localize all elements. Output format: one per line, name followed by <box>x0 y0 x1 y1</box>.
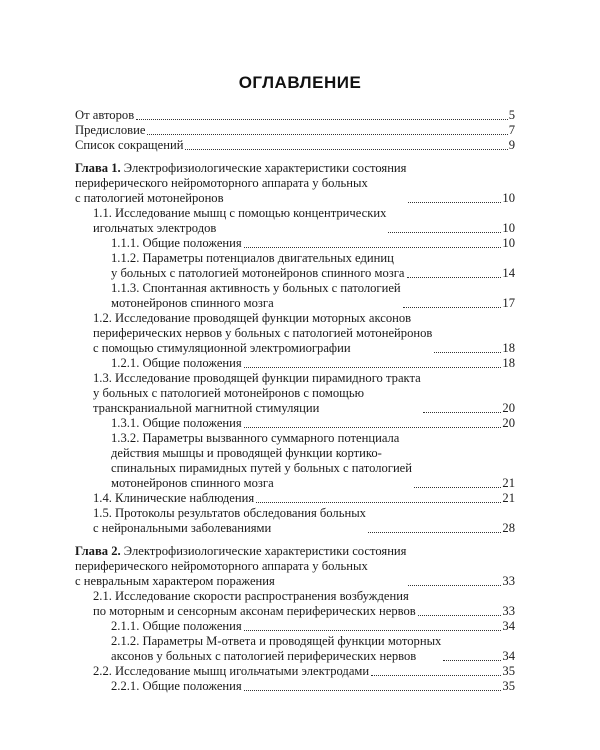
toc-entry-title <box>111 431 412 491</box>
page-number: 21 <box>502 491 515 505</box>
toc-entry-line: 2.1. Исследование скорости распространения возбуждения <box>93 589 409 603</box>
toc-entry[interactable] <box>75 544 515 589</box>
toc-entry-line: по моторным и сенсорным аксонам периферических нервов <box>93 604 416 618</box>
toc-entry-line: у больных с патологией мотонейронов спинного мозга <box>111 266 405 280</box>
toc-entry-line: действия мышцы и проводящей функции кортико- <box>111 446 382 460</box>
toc-entry-line: спинальных пирамидных путей у больных с патологией <box>111 461 413 475</box>
toc-entry-title <box>111 679 242 694</box>
toc-entry-line: с нейрональными заболеваниями <box>93 521 272 535</box>
toc-entry[interactable] <box>75 251 515 281</box>
toc-entry-title <box>93 589 416 619</box>
page-number: 17 <box>502 296 515 310</box>
chapter-label: Глава 1. <box>75 161 121 175</box>
dot-leader <box>414 487 501 488</box>
page-number: 14 <box>502 266 515 280</box>
toc-entry-line: 2.2. Исследование мышц игольчатыми электродами <box>93 664 370 678</box>
dot-leader <box>244 247 502 248</box>
page-title: ОГЛАВЛЕНИЕ <box>238 73 362 92</box>
toc-entry[interactable] <box>75 416 515 431</box>
page-number: 5 <box>508 108 515 122</box>
dot-leader <box>147 134 507 135</box>
toc-entry-title <box>75 544 406 589</box>
toc-entry[interactable] <box>75 123 515 138</box>
toc-entry-line: Электрофизиологические характеристики состояния <box>120 161 407 175</box>
page-number: 18 <box>502 356 515 370</box>
toc-entry-line: периферического нейромоторного аппарата у больных <box>75 176 368 190</box>
toc-entry[interactable] <box>75 281 515 311</box>
toc-entry-title <box>93 311 432 356</box>
toc-entry[interactable] <box>75 108 515 123</box>
page-number: 34 <box>502 649 515 663</box>
toc-entry-line: 1.1.1. Общие положения <box>111 236 242 250</box>
toc-entry-title <box>75 108 134 123</box>
dot-leader <box>244 630 502 631</box>
toc-entry-line: мотонейронов спинного мозга <box>111 476 274 490</box>
toc-entry-line: 1.3.2. Параметры вызванного суммарного потенциала <box>111 431 400 445</box>
toc-entry-line: 1.4. Клинические наблюдения <box>93 491 255 505</box>
section-gap <box>75 536 515 544</box>
toc-entry-line: Список сокращений <box>75 138 184 152</box>
toc-entry-line: 2.1.1. Общие положения <box>111 619 242 633</box>
toc-entry-title <box>75 161 406 206</box>
toc-entry-line: 1.1.3. Спонтанная активность у больных с патологией <box>111 281 401 295</box>
toc-entry[interactable] <box>75 431 515 491</box>
toc-entry-line: аксонов у больных с патологией периферических нервов <box>111 649 417 663</box>
toc-entry-title <box>111 634 441 664</box>
toc-entry[interactable] <box>75 664 515 679</box>
toc-entry-line: периферического нейромоторного аппарата у больных <box>75 559 368 573</box>
dot-leader <box>408 202 501 203</box>
toc-entry-title <box>93 371 421 416</box>
toc-entry-line: 1.2.1. Общие положения <box>111 356 242 370</box>
toc-entry-line: мотонейронов спинного мозга <box>111 296 274 310</box>
page-number: 35 <box>502 664 515 678</box>
toc-entry[interactable] <box>75 206 515 236</box>
toc-entry-line: с патологией мотонейронов <box>75 191 224 205</box>
page-number: 21 <box>502 476 515 490</box>
toc-entry-line: с помощью стимуляционной электромиографии <box>93 341 351 355</box>
toc-entry-title <box>93 664 369 679</box>
dot-leader <box>256 502 501 503</box>
toc-entry[interactable] <box>75 236 515 251</box>
toc-entry[interactable] <box>75 356 515 371</box>
page-number: 9 <box>508 138 515 152</box>
page-number: 33 <box>502 604 515 618</box>
toc-entry-title <box>111 416 242 431</box>
page-number: 20 <box>502 401 515 415</box>
dot-leader <box>244 427 502 428</box>
dot-leader <box>185 149 507 150</box>
toc-entry-line: с невральным характером поражения <box>75 574 275 588</box>
dot-leader <box>368 532 501 533</box>
toc-entry[interactable] <box>75 619 515 634</box>
toc-entry-line: 1.1. Исследование мышц с помощью концентрических <box>93 206 387 220</box>
dot-leader <box>244 690 502 691</box>
toc-entry-line: Электрофизиологические характеристики состояния <box>120 544 407 558</box>
page-number: 33 <box>502 574 515 588</box>
toc-entry-title <box>93 506 366 536</box>
toc-entry-title <box>93 491 254 506</box>
toc-entry-line: игольчатых электродов <box>93 221 217 235</box>
dot-leader <box>244 367 502 368</box>
toc-entry-line: 1.3.1. Общие положения <box>111 416 242 430</box>
page-number: 28 <box>502 521 515 535</box>
toc-entry[interactable] <box>75 371 515 416</box>
dot-leader <box>371 675 501 676</box>
toc-entry-title <box>75 138 183 153</box>
toc-entry-line: 1.3. Исследование проводящей функции пирамидного тракта <box>93 371 421 385</box>
table-of-contents <box>75 108 515 694</box>
page-number: 18 <box>502 341 515 355</box>
toc-entry[interactable] <box>75 491 515 506</box>
dot-leader <box>434 352 501 353</box>
chapter-label: Глава 2. <box>75 544 121 558</box>
dot-leader <box>408 585 501 586</box>
dot-leader <box>423 412 502 413</box>
page-number: 20 <box>502 416 515 430</box>
toc-entry-title <box>111 356 242 371</box>
toc-entry-title <box>111 251 405 281</box>
toc-entry[interactable] <box>75 506 515 536</box>
section-gap <box>75 153 515 161</box>
dot-leader <box>136 119 508 120</box>
toc-entry[interactable] <box>75 138 515 153</box>
toc-entry[interactable] <box>75 311 515 356</box>
page-number: 10 <box>502 191 515 205</box>
dot-leader <box>418 615 502 616</box>
page-number: 10 <box>502 236 515 250</box>
toc-entry-title <box>111 619 242 634</box>
toc-entry-line: 2.2.1. Общие положения <box>111 679 242 693</box>
toc-entry-line: Предисловие <box>75 123 146 137</box>
toc-entry-line: у больных с патологией мотонейронов с помощью <box>93 386 365 400</box>
page-number: 10 <box>502 221 515 235</box>
toc-entry-title <box>75 123 145 138</box>
toc-entry-line: 2.1.2. Параметры М-ответа и проводящей функции моторных <box>111 634 442 648</box>
toc-entry-title <box>111 236 242 251</box>
dot-leader <box>388 232 501 233</box>
dot-leader <box>403 307 502 308</box>
toc-entry[interactable] <box>75 679 515 694</box>
toc-entry-title <box>93 206 386 236</box>
page-number: 7 <box>508 123 515 137</box>
toc-entry[interactable] <box>75 634 515 664</box>
page-number: 34 <box>502 619 515 633</box>
toc-entry[interactable] <box>75 161 515 206</box>
toc-entry-line: 1.2. Исследование проводящей функции моторных аксонов <box>93 311 412 325</box>
toc-entry-line: От авторов <box>75 108 135 122</box>
toc-entry-line: периферических нервов у больных с патологией мотонейронов <box>93 326 433 340</box>
toc-entry-line: транскраниальной магнитной стимуляции <box>93 401 320 415</box>
dot-leader <box>443 660 501 661</box>
dot-leader <box>407 277 502 278</box>
toc-entry-line: 1.1.2. Параметры потенциалов двигательных единиц <box>111 251 394 265</box>
page-number: 35 <box>502 679 515 693</box>
toc-entry[interactable] <box>75 589 515 619</box>
toc-entry-line: 1.5. Протоколы результатов обследования больных <box>93 506 366 520</box>
toc-entry-title <box>111 281 401 311</box>
